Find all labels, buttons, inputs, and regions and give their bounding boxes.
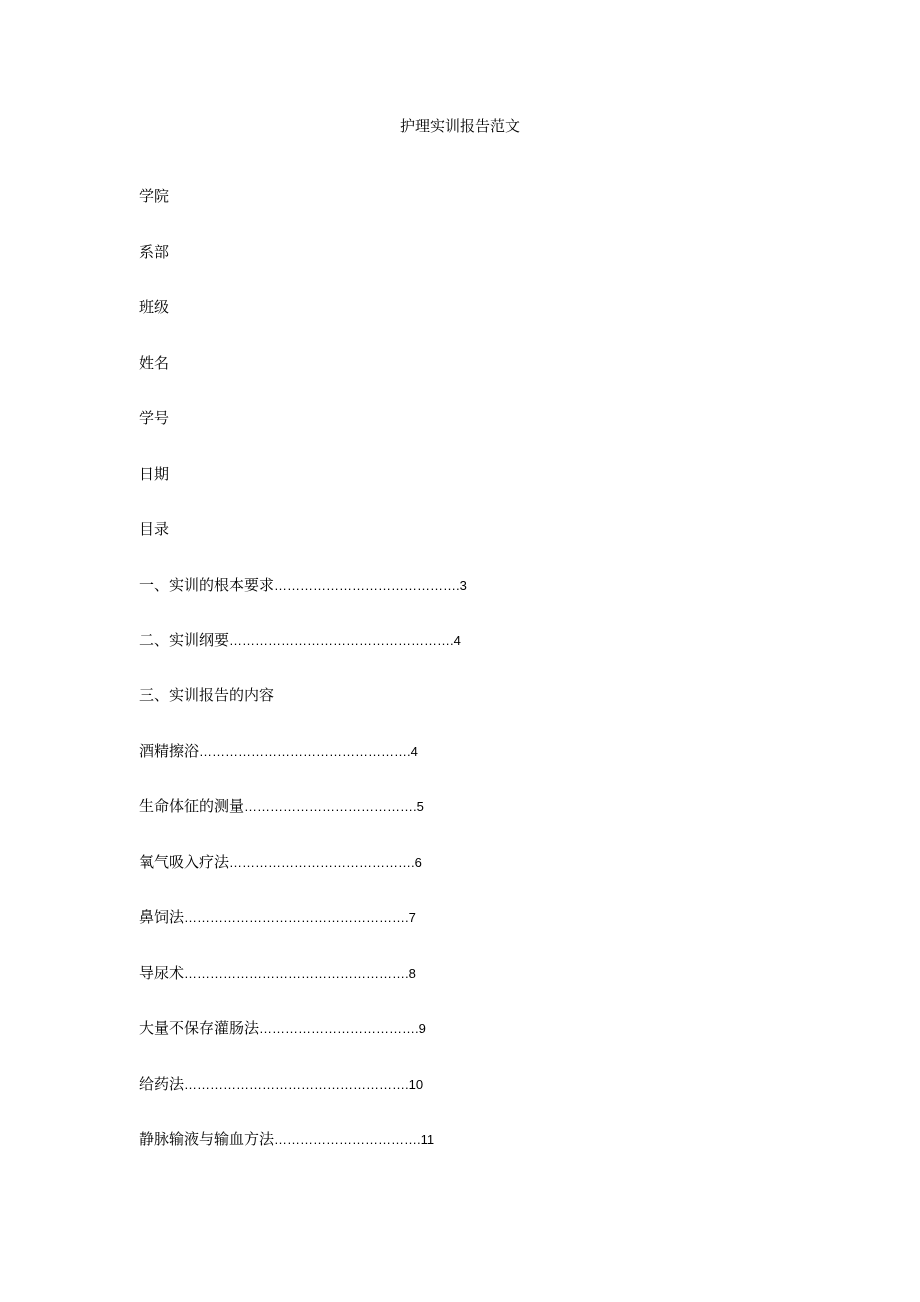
field-student-id: 学号 [139,409,170,427]
toc-entry-text: 三、实训报告的内容 [139,686,275,704]
toc-entry-page: 8 [408,966,416,981]
toc-entry-text: 生命体征的测量 [139,797,245,815]
toc-entry-text: 鼻饲法 [139,908,185,926]
field-college: 学院 [139,187,170,205]
toc-entry-text: 氧气吸入疗法 [139,853,230,871]
toc-entry-page: 10 [408,1077,424,1092]
field-date: 日期 [139,465,170,483]
toc-entry-text: 大量不保存灌肠法 [139,1019,260,1037]
toc-entry-page: 7 [408,910,416,925]
toc-entry-dots: ……………………………………. [229,855,415,870]
toc-entry-page: 6 [414,855,422,870]
toc-entry-dots: …………………………………………. [199,744,411,759]
toc-entry-dots: ……………………………………………. [184,1077,409,1092]
field-name: 姓名 [139,354,170,372]
toc-entry-page: 4 [410,744,418,759]
toc-heading: 目录 [139,520,170,538]
toc-entry-dots: ……………………………………. [274,578,460,593]
toc-entry [139,961,416,986]
toc-entry-text: 导尿术 [139,964,185,982]
toc-entry-text: 酒精擦浴 [139,742,200,760]
toc-entry-dots: …………………………………. [244,799,417,814]
toc-entry [139,628,461,653]
toc-entry [139,683,274,707]
toc-entry [139,1072,423,1097]
toc-entry [139,1016,426,1041]
toc-entry-dots: ……………………………………………. [184,966,409,981]
toc-entry [139,905,416,930]
toc-entry-page: 9 [418,1021,426,1036]
toc-entry-dots: ……………………………. [274,1132,421,1147]
toc-entry-text: 一、实训的根本要求 [139,576,275,594]
toc-entry-text: 给药法 [139,1075,185,1093]
field-class: 班级 [139,298,170,316]
toc-entry-page: 4 [453,633,461,648]
toc-entry-text: 二、实训纲要 [139,631,230,649]
toc-entry [139,850,422,875]
document-title: 护理实训报告范文 [399,117,520,135]
field-department: 系部 [139,243,170,261]
toc-entry [139,1127,434,1152]
toc-entry-page: 3 [459,578,467,593]
toc-entry-page: 11 [420,1132,435,1147]
toc-entry-dots: ……………………………………………. [184,910,409,925]
toc-entry-page: 5 [416,799,424,814]
toc-entry [139,794,424,819]
toc-entry-dots: ……………………………………………. [229,633,454,648]
toc-entry-dots: ………………………………. [259,1021,419,1036]
toc-entry [139,739,418,764]
toc-entry-text: 静脉输液与输血方法 [139,1130,275,1148]
toc-entry [139,573,467,598]
